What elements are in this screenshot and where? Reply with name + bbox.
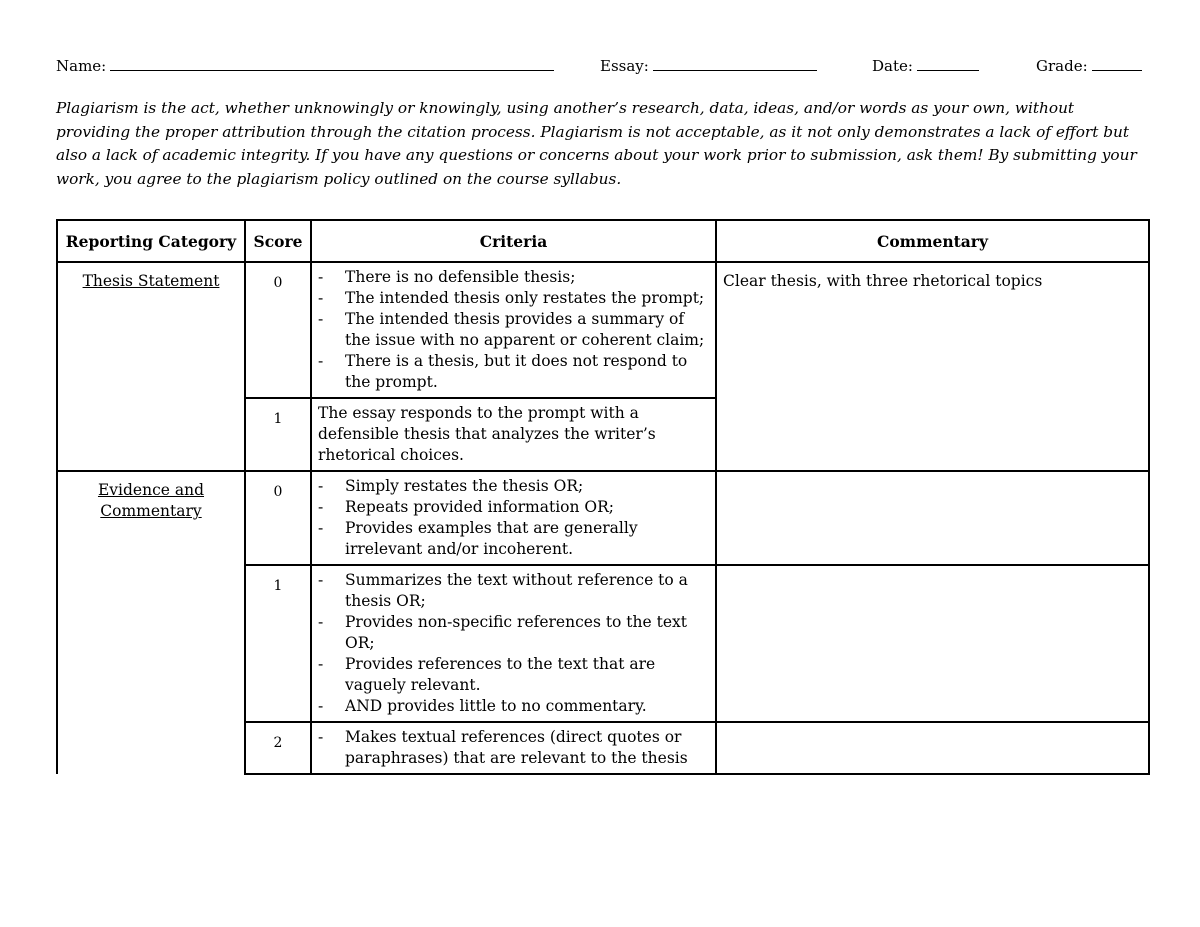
date-field[interactable] xyxy=(872,56,979,75)
table-row xyxy=(57,471,1149,565)
essay-field[interactable] xyxy=(600,56,817,75)
score-cell: 2 xyxy=(245,722,311,774)
grade-blank-line[interactable] xyxy=(1092,56,1142,71)
score-cell: 0 xyxy=(245,471,311,565)
criteria-item: - Provides non-specific references to the text OR; xyxy=(318,612,709,654)
category-label: Evidence and Commentary xyxy=(97,481,205,520)
essay-blank-line[interactable] xyxy=(653,56,817,71)
category-thesis-statement: Thesis Statement xyxy=(57,262,245,471)
name-field[interactable] xyxy=(56,56,554,75)
col-header-criteria: Criteria xyxy=(311,220,716,262)
date-label: Date: xyxy=(872,57,913,75)
name-blank-line[interactable] xyxy=(110,56,554,71)
col-header-commentary: Commentary xyxy=(716,220,1149,262)
criteria-cell xyxy=(311,471,716,565)
name-label: Name: xyxy=(56,57,107,75)
essay-label: Essay: xyxy=(600,57,649,75)
commentary-cell[interactable] xyxy=(716,722,1149,774)
plagiarism-policy: Plagiarism is the act, whether unknowingly or knowingly, using another’s research, data, ideas, and/or words as your own, without providing the proper attribution through the citation process. Plagiarism is not acceptable, as it not only demonstrates a lack of effort but also a lack of academic integrity. If you have any questions or concerns about your work prior to submission, ask them! By submitting your work, you agree to the plagiarism policy outlined on the course syllabus. xyxy=(56,99,1137,188)
criteria-cell xyxy=(311,262,716,398)
criteria-item: - There is no defensible thesis; xyxy=(318,267,709,288)
criteria-cell xyxy=(311,565,716,722)
criteria-item: - Repeats provided information OR; xyxy=(318,497,709,518)
criteria-item: - Provides references to the text that are vaguely relevant. xyxy=(318,654,709,696)
score-cell: 1 xyxy=(245,398,311,471)
criteria-item: - Makes textual references (direct quotes or paraphrases) that are relevant to the thesis xyxy=(318,727,709,769)
commentary-cell[interactable] xyxy=(716,565,1149,722)
table-row xyxy=(57,262,1149,398)
col-header-category: Reporting Category xyxy=(57,220,245,262)
rubric-table xyxy=(56,219,1150,775)
date-blank-line[interactable] xyxy=(917,56,979,71)
score-cell: 0 xyxy=(245,262,311,398)
criteria-item: - AND provides little to no commentary. xyxy=(318,696,709,717)
criteria-item: - Provides examples that are generally irrelevant and/or incoherent. xyxy=(318,518,709,560)
grade-label: Grade: xyxy=(1036,57,1088,75)
criteria-item: - Simply restates the thesis OR; xyxy=(318,476,709,497)
criteria-cell: The essay responds to the prompt with a defensible thesis that analyzes the writer’s rhetorical choices. xyxy=(311,398,716,471)
score-cell: 1 xyxy=(245,565,311,722)
commentary-cell[interactable]: Clear thesis, with three rhetorical topics xyxy=(716,262,1149,471)
commentary-cell[interactable] xyxy=(716,471,1149,565)
criteria-item: - The intended thesis only restates the prompt; xyxy=(318,288,709,309)
grade-field[interactable] xyxy=(1036,56,1142,75)
criteria-item: - The intended thesis provides a summary of the issue with no apparent or coherent claim; xyxy=(318,309,709,351)
category-evidence-commentary xyxy=(57,471,245,774)
criteria-item: - Summarizes the text without reference to a thesis OR; xyxy=(318,570,709,612)
col-header-score: Score xyxy=(245,220,311,262)
criteria-item: - There is a thesis, but it does not respond to the prompt. xyxy=(318,351,709,393)
table-header-row xyxy=(57,220,1149,262)
criteria-cell xyxy=(311,722,716,774)
